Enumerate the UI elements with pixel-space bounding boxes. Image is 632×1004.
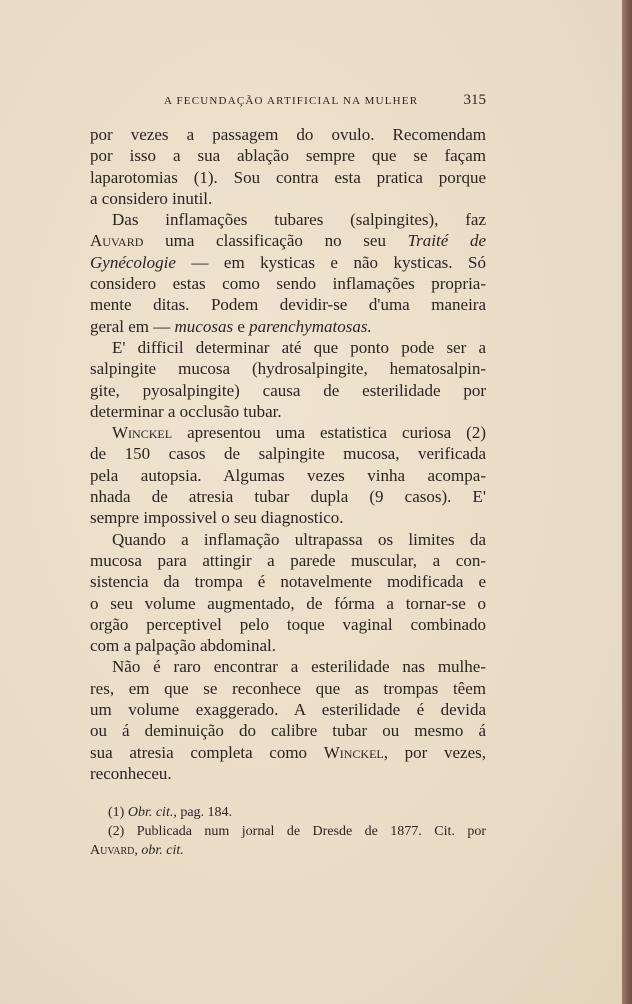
page-header	[90, 92, 486, 109]
footnote-line-segment: ,	[134, 843, 142, 858]
text-line: laparotomias (1). Sou contra esta pratica porque	[90, 167, 486, 187]
text-line-segment: Gynécologie	[90, 252, 176, 272]
text-line	[90, 209, 486, 230]
text-line: determinar a occlusão tubar.	[90, 401, 282, 421]
text-line: sistencia da trompa é notavelmente modificada e	[90, 572, 486, 592]
text-line-segment: Winckel	[323, 742, 384, 762]
text-line-segment: mucosas	[174, 316, 234, 336]
body-text	[90, 124, 486, 784]
text-line: Não é raro encontrar a esterilidade nas mulhe-	[112, 657, 486, 677]
text-line-segment: Auvard	[90, 231, 144, 251]
text-line-segment: — em kysticas e não kysticas. Só	[175, 252, 486, 272]
text-line-segment: e	[233, 316, 250, 336]
running-title: A FECUNDAÇÃO ARTIFICIAL NA MULHER	[164, 95, 419, 107]
text-line: o seu volume augmentado, de fórma a tornar-se o	[90, 593, 486, 613]
text-line: gite, pyosalpingite) causa de esterilidade por	[90, 380, 486, 400]
text-line: por isso a sua ablação sempre que se façam	[90, 146, 486, 166]
footnote-line	[90, 841, 486, 860]
text-line-segment: geral em —	[90, 316, 175, 336]
text-line-segment: Winckel	[112, 423, 173, 443]
text-line-segment: sua atresia completa como	[90, 742, 324, 762]
footnote-line-segment: obr. cit.	[141, 843, 184, 858]
text-line	[90, 252, 486, 273]
text-line: nhada de atresia tubar dupla (9 casos). E'	[90, 487, 486, 507]
text-line: pela autopsia. Algumas vezes vinha acompa-	[90, 465, 486, 485]
text-line: com a palpação abdominal.	[90, 636, 276, 656]
footnote-line-segment: Obr. cit.	[127, 805, 174, 820]
text-line-segment: parenchymatosas.	[249, 316, 372, 336]
text-line-segment: Traité de	[407, 231, 487, 251]
text-line	[90, 742, 486, 763]
text-line: por vezes a passagem do ovulo. Recomendam	[90, 125, 486, 144]
text-line: Quando a inflamação ultrapassa os limites da	[112, 529, 486, 549]
text-line	[90, 230, 486, 251]
footnote-line-segment: (2) Publicada num jornal de Dresde de 1877. Cit. por	[108, 824, 486, 839]
text-line	[90, 422, 486, 443]
text-line: considero estas como sendo inflamações propria-	[90, 274, 486, 294]
footnote-line-segment: , pag. 184.	[173, 805, 233, 820]
text-line	[90, 316, 486, 337]
text-line: mente ditas. Podem devidir-se d'uma maneira	[90, 295, 486, 315]
text-line: salpingite mucosa (hydrosalpingite, hematosalpin-	[90, 359, 486, 379]
text-line: a considero inutil.	[90, 188, 213, 208]
text-line: res, em que se reconhece que as trompas têem	[90, 678, 486, 698]
text-line: ou á deminuição do calibre tubar ou mesmo á	[90, 721, 486, 741]
text-line: E' difficil determinar até que ponto pode ser a	[112, 337, 486, 357]
footnotes	[90, 803, 486, 860]
text-line-segment: Das inflamações tubares (salpingites), faz	[112, 210, 486, 230]
text-line: orgão perceptivel pelo toque vaginal combinado	[90, 614, 486, 634]
footnote-line-segment: Auvard	[90, 843, 135, 858]
text-line: sempre impossivel o seu diagnostico.	[90, 508, 344, 528]
book-spine-edge	[622, 0, 632, 1004]
footnote-line	[90, 822, 486, 841]
text-line: reconheceu.	[90, 763, 172, 783]
text-line: um volume exaggerado. A esterilidade é devida	[90, 700, 486, 720]
text-line-segment: uma classificação no seu	[143, 231, 408, 251]
footnote-line	[90, 803, 486, 822]
footnote-line-segment: (1)	[108, 805, 128, 820]
text-line-segment: , por vezes,	[383, 742, 486, 762]
page-number: 315	[463, 92, 486, 108]
text-line-segment: apresentou uma estatistica curiosa (2)	[172, 423, 486, 443]
text-line: de 150 casos de salpingite mucosa, verificada	[90, 444, 486, 464]
text-line: mucosa para attingir a parede muscular, a con-	[90, 550, 486, 570]
